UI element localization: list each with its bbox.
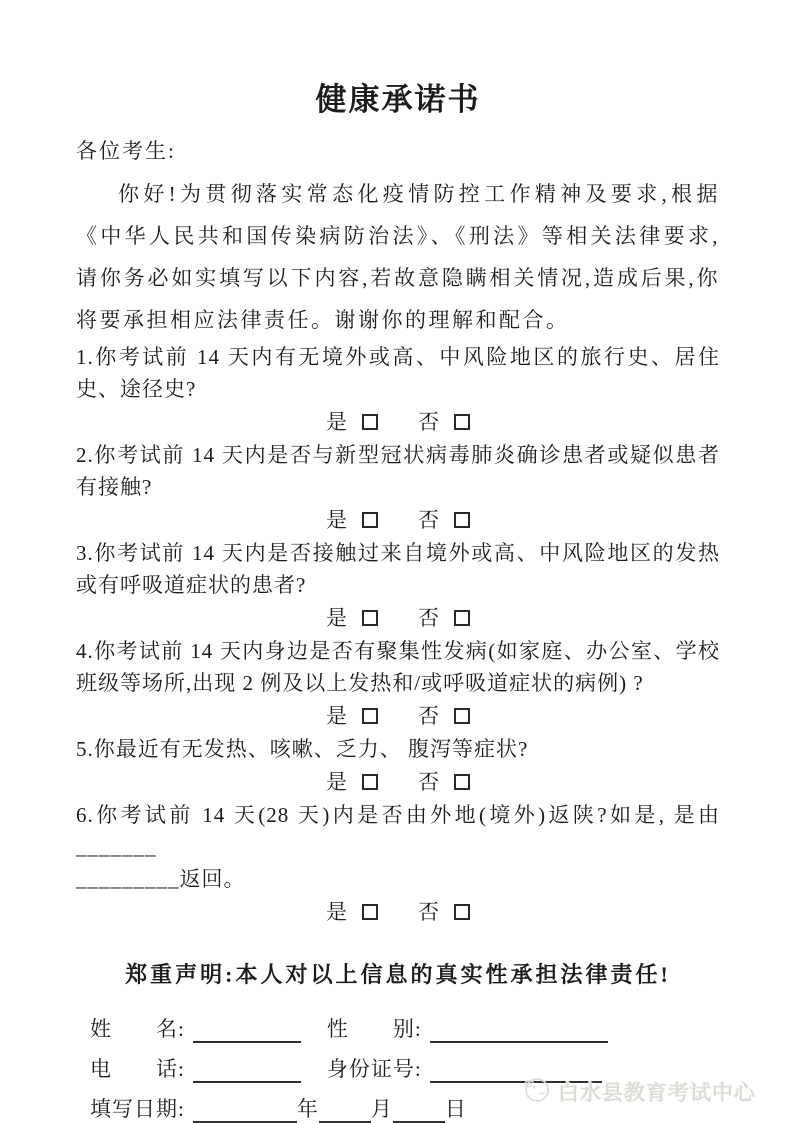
gender-label: 性 别: [326, 1017, 422, 1041]
q3-yes-label: 是 [326, 605, 347, 630]
q1-yes-label: 是 [326, 409, 347, 434]
q3-yes-checkbox[interactable] [362, 610, 378, 626]
name-label: 姓 名: [90, 1017, 185, 1041]
q6-yes-label: 是 [326, 899, 347, 924]
gender-field[interactable] [430, 1017, 608, 1043]
question-3: 3.你考试前 14 天内是否接触过来自境外或高、中风险地区的发热或有呼吸道症状的患者? [76, 541, 720, 597]
q4-no-label: 否 [418, 703, 439, 728]
q2-no-label: 否 [418, 507, 439, 532]
q3-no-checkbox[interactable] [454, 610, 470, 626]
q4-answer-row [76, 700, 720, 732]
date-month-field[interactable] [319, 1097, 371, 1123]
phone-label: 电 话: [90, 1057, 185, 1081]
q2-answer-row [76, 504, 720, 536]
month-label: 月 [370, 1097, 393, 1121]
q1-no-checkbox[interactable] [454, 414, 470, 430]
question-2: 2.你考试前 14 天内是否与新型冠状病毒肺炎确诊患者或疑似患者有接触? [76, 443, 720, 499]
footer-logo-icon [521, 1074, 551, 1109]
q5-answer-row [76, 766, 720, 798]
name-field[interactable] [193, 1017, 301, 1043]
q6-no-label: 否 [418, 899, 439, 924]
question-6-line1: 6.你考试前 14 天(28 天)内是否由外地(境外)返陕?如是, 是由_______ [76, 803, 720, 859]
q6-answer-row [76, 896, 720, 928]
fill-date-label: 填写日期: [90, 1097, 185, 1121]
q3-answer-row [76, 602, 720, 634]
id-number-label: 身份证号: [326, 1057, 422, 1081]
q1-no-label: 否 [418, 409, 439, 434]
question-6-line2: _________返回。 [76, 867, 246, 891]
day-label: 日 [444, 1097, 467, 1121]
q5-yes-checkbox[interactable] [362, 774, 378, 790]
intro-paragraph: 你好!为贯彻落实常态化疫情防控工作精神及要求,根据《中华人民共和国传染病防治法》、《刑法》等相关法律要求,请你务必如实填写以下内容,若故意隐瞒相关情况,造成后果,你将要承担相应法律责任。谢谢你的理解和配合。 [76, 182, 720, 332]
question-1: 1.你考试前 14 天内有无境外或高、中风险地区的旅行史、居住史、途径史? [76, 345, 720, 401]
q5-no-label: 否 [418, 769, 439, 794]
q4-no-checkbox[interactable] [454, 708, 470, 724]
org-name-watermark: 白水县教育考试中心 [558, 1081, 756, 1105]
q2-yes-label: 是 [326, 507, 347, 532]
phone-field[interactable] [193, 1057, 301, 1083]
question-5: 5.你最近有无发热、咳嗽、乏力、 腹泻等症状? [76, 737, 529, 761]
year-label: 年 [296, 1097, 319, 1121]
q2-no-checkbox[interactable] [454, 512, 470, 528]
declaration-statement: 郑重声明:本人对以上信息的真实性承担法律责任! [125, 962, 671, 987]
salutation: 各位考生: [76, 139, 176, 163]
date-day-field[interactable] [393, 1097, 445, 1123]
q1-yes-checkbox[interactable] [362, 414, 378, 430]
q6-yes-checkbox[interactable] [362, 904, 378, 920]
page-title: 健康承诺书 [315, 82, 481, 117]
q3-no-label: 否 [418, 605, 439, 630]
watermark-footer [521, 1074, 756, 1109]
q2-yes-checkbox[interactable] [362, 512, 378, 528]
question-4: 4.你考试前 14 天内身边是否有聚集性发病(如家庭、办公室、学校班级等场所,出现 2 例及以上发热和/或呼吸道症状的病例) ? [76, 639, 720, 695]
q5-yes-label: 是 [326, 769, 347, 794]
question-6 [76, 799, 720, 895]
q4-yes-checkbox[interactable] [362, 708, 378, 724]
q5-no-checkbox[interactable] [454, 774, 470, 790]
date-year-field[interactable] [193, 1097, 297, 1123]
q4-yes-label: 是 [326, 703, 347, 728]
name-gender-row [90, 1003, 720, 1043]
q6-no-checkbox[interactable] [454, 904, 470, 920]
q1-answer-row [76, 406, 720, 438]
